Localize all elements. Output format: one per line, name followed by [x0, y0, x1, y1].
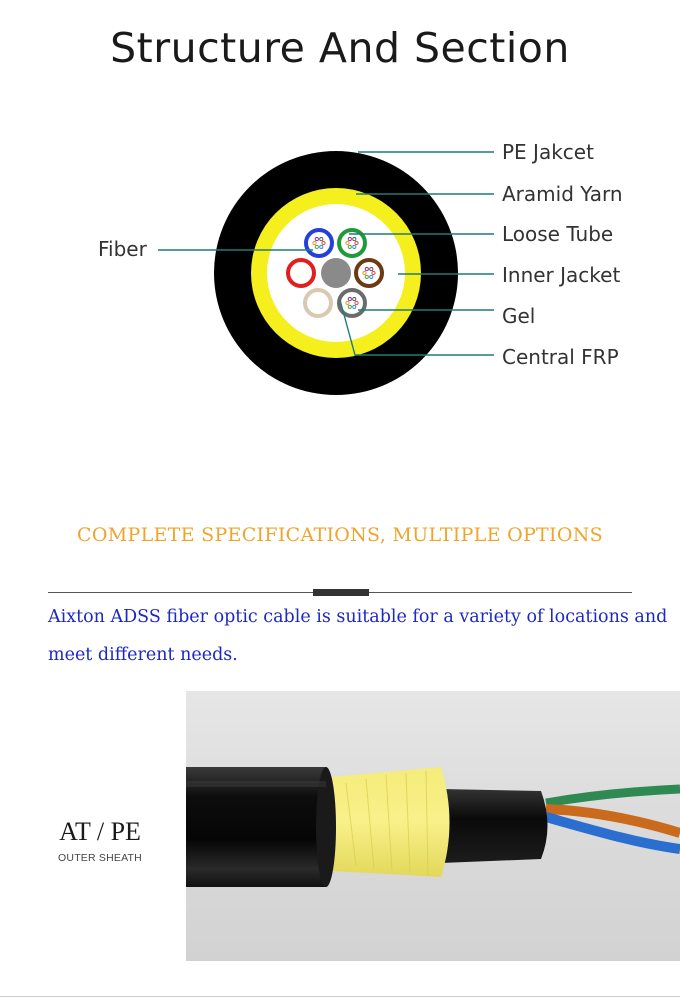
label-fiber: Fiber [98, 237, 147, 261]
label-central-frp: Central FRP [502, 345, 619, 369]
aramid-yarn-segment [325, 767, 450, 877]
specs-heading: COMPLETE SPECIFICATIONS, MULTIPLE OPTIONS [77, 524, 603, 546]
label-aramid-yarn: Aramid Yarn [502, 182, 623, 206]
loose-tube-brown [356, 260, 382, 286]
page-title: Structure And Section [110, 24, 570, 72]
specs-description: Aixton ADSS fiber optic cable is suitable for a variety of locations and meet different needs. [48, 607, 668, 665]
sheath-subtitle: OUTER SHEATH [58, 852, 142, 864]
label-gel: Gel [502, 304, 536, 328]
cable-illustration [186, 691, 680, 961]
bottom-divider [0, 996, 680, 997]
label-pe-jacket: PE Jakcet [502, 140, 594, 164]
inner-jacket-segment [441, 789, 548, 863]
label-loose-tube: Loose Tube [502, 222, 614, 246]
label-inner-jacket: Inner Jacket [502, 263, 621, 287]
cable-photo [186, 691, 680, 961]
central-frp [321, 258, 351, 288]
fiber-green [546, 789, 680, 803]
loose-tube-natural [305, 290, 331, 316]
loose-tube-blue [306, 230, 332, 256]
loose-tube-red [288, 260, 314, 286]
sheath-title: AT / PE [59, 817, 141, 846]
fiber-blue [546, 817, 680, 849]
divider-accent [313, 589, 369, 596]
